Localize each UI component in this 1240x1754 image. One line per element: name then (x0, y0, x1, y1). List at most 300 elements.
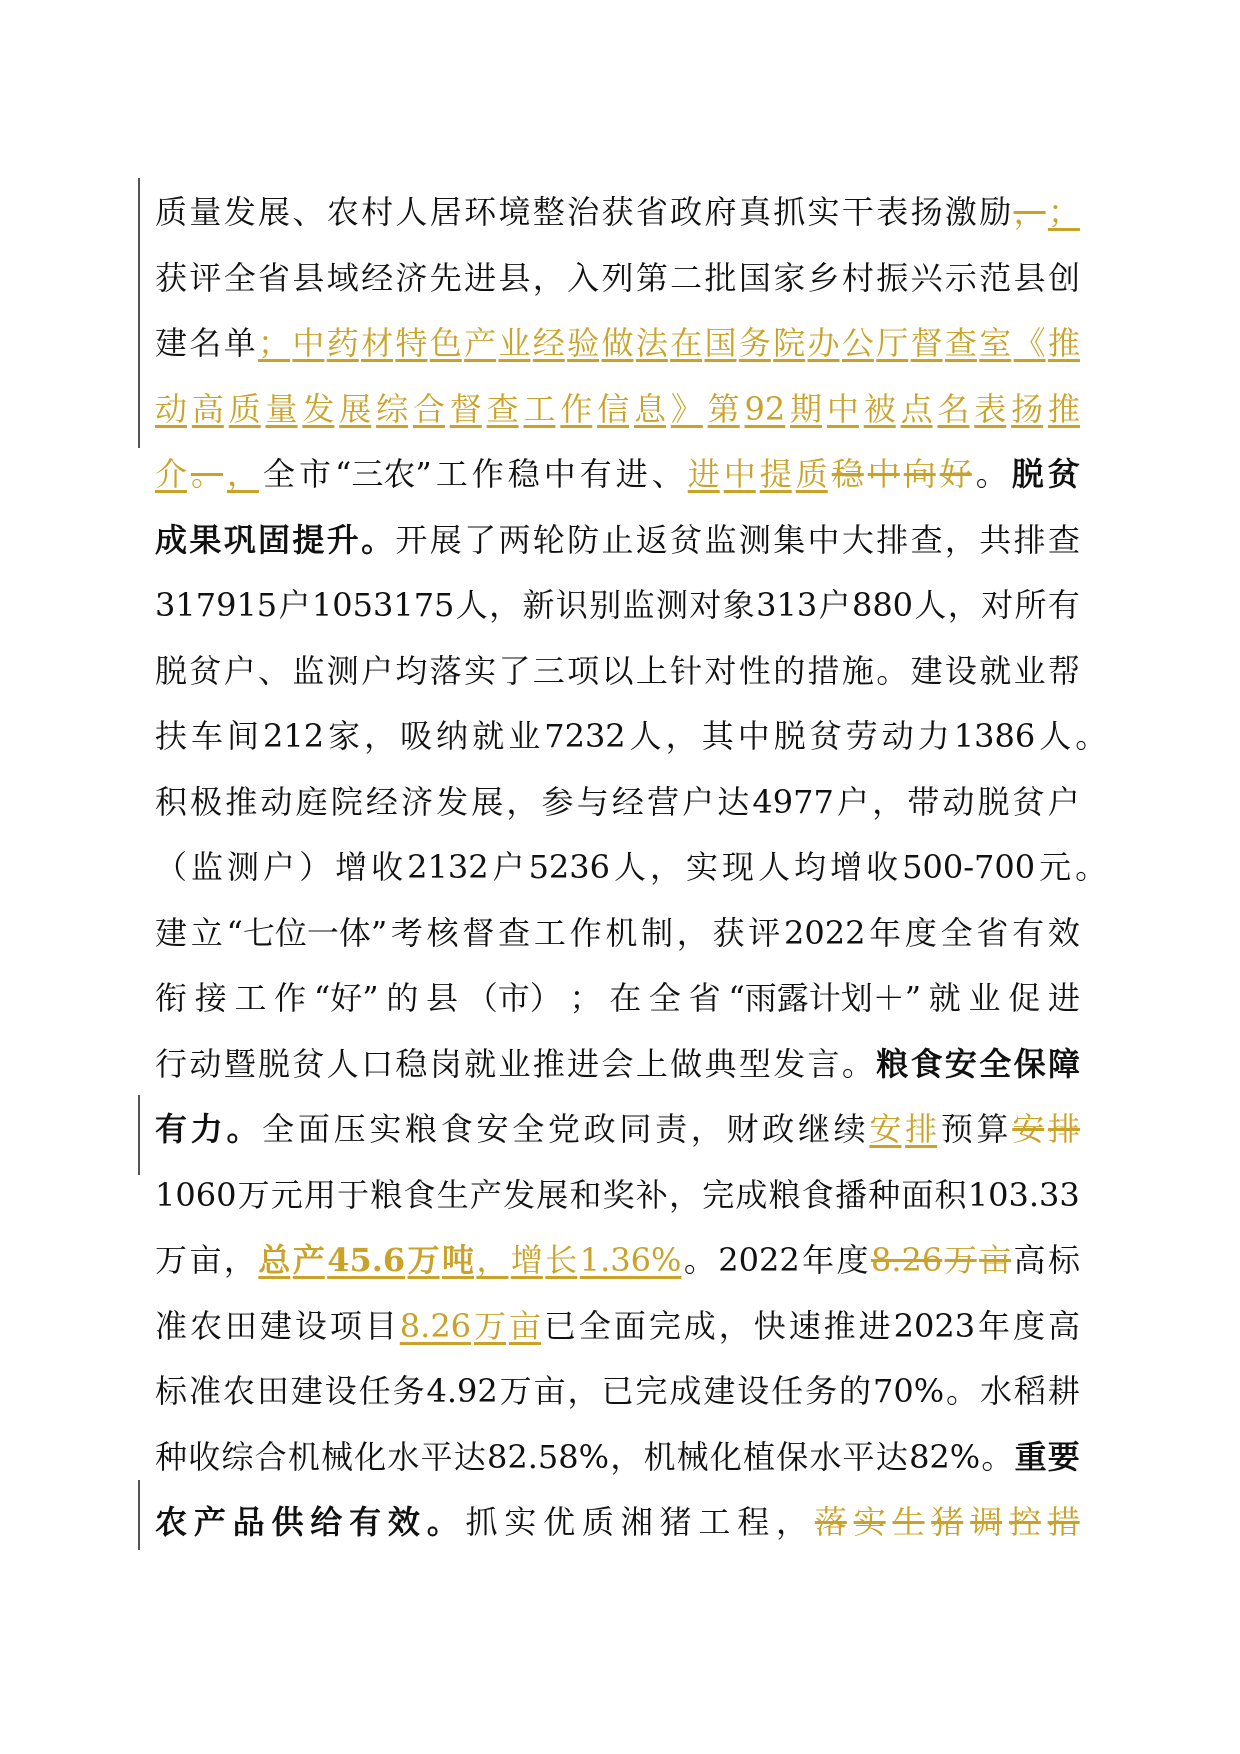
text-run: 户 (361, 651, 394, 690)
text-run: 任 (771, 1372, 804, 1410)
text-run: 全 (512, 1110, 545, 1148)
text-run: （市） (465, 979, 562, 1017)
deleted-text: 安 (1012, 1110, 1045, 1148)
bold-text: 升 (326, 520, 359, 559)
text-run: 第 (635, 258, 668, 297)
deleted-text: 中 (867, 455, 900, 493)
text-run: 合 (254, 1437, 287, 1476)
inserted-text: 扬 (1011, 389, 1044, 428)
text-run: ， (872, 782, 905, 821)
text-run: 监 (191, 848, 224, 886)
text-run: 达 (717, 782, 750, 821)
text-line (155, 442, 1080, 508)
text-run: 济 (395, 258, 428, 297)
text-run: 新 (522, 586, 555, 624)
text-run: 综 (221, 1437, 254, 1476)
text-run: 完 (648, 1306, 681, 1345)
text-run: 于 (337, 1175, 370, 1214)
text-run: 880 (851, 586, 914, 624)
text-run: 103.33 (967, 1175, 1080, 1214)
text-run: 口 (361, 1044, 394, 1083)
text-run: 设 (944, 651, 977, 690)
text-run: 种 (868, 1175, 901, 1214)
text-run: 进 (1047, 979, 1080, 1017)
bold-text: 保 (1013, 1044, 1046, 1083)
text-run: 范 (979, 258, 1012, 297)
text-run: 实 (504, 1503, 537, 1541)
text-run: 作 (569, 913, 602, 952)
inserted-text: 中 (723, 455, 756, 493)
bold-text: 成 (155, 520, 188, 559)
text-run: 动 (942, 782, 975, 821)
inserted-text: 务 (738, 324, 771, 362)
inserted-text: 综 (376, 389, 409, 428)
inserted-text: 验 (567, 324, 600, 362)
text-line (155, 966, 1080, 1032)
inserted-text: 45.6 (327, 1241, 406, 1279)
text-run: 院 (330, 782, 363, 821)
text-run: 三 (532, 651, 565, 690)
bold-text: 效 (387, 1503, 420, 1541)
text-run: 上 (635, 651, 668, 690)
text-run: 上 (635, 1044, 668, 1083)
text-run: 型 (738, 1044, 771, 1083)
text-run: 全 (578, 1306, 611, 1345)
bold-text: 固 (258, 520, 291, 559)
text-run: 促 (1008, 979, 1041, 1017)
text-run: ， (776, 1503, 809, 1541)
text-run: 家 (328, 717, 361, 755)
text-run: 建 (155, 324, 188, 362)
text-run: 全 (940, 913, 973, 952)
deleted-text: 。 (191, 455, 224, 493)
text-run: 县 (1013, 258, 1046, 297)
text-run: 猪 (659, 1503, 692, 1541)
text-run: 查 (498, 913, 531, 952)
inserted-text: 材 (361, 324, 394, 362)
text-run: 。 (946, 1372, 979, 1410)
text-run: 户 (818, 586, 851, 624)
bold-text: 全 (979, 1044, 1012, 1083)
text-run: 机 (287, 1437, 320, 1476)
text-run: 。 (1075, 717, 1108, 755)
inserted-text: 工 (523, 389, 556, 428)
text-run: 先 (429, 258, 462, 297)
deleted-text: 实 (853, 1503, 886, 1541)
text-run: 快 (753, 1306, 786, 1345)
text-run: 县 (292, 258, 325, 297)
text-run: （ (155, 848, 188, 886)
text-run: 动 (260, 782, 293, 821)
inserted-text: 92 (744, 389, 786, 428)
text-run: 准 (188, 1372, 221, 1410)
text-run: 展 (471, 782, 504, 821)
deleted-text: 落 (814, 1503, 847, 1541)
bold-text: 。 (361, 520, 394, 559)
deleted-text: 8.26 (870, 1241, 943, 1279)
text-run: 实 (686, 848, 719, 886)
text-run: 2022 (784, 913, 866, 952)
text-run: 轮 (532, 520, 565, 559)
text-run: 机 (643, 1437, 676, 1476)
text-run: 食 (403, 1175, 436, 1214)
text-run: 财 (726, 1110, 759, 1148)
text-run: 脱 (258, 1044, 291, 1083)
text-run: 开 (395, 520, 428, 559)
text-run: 高 (1013, 1241, 1046, 1279)
deleted-text: 稳 (831, 455, 864, 493)
text-run: 会 (601, 1044, 634, 1083)
text-run: 目 (364, 1306, 397, 1345)
text-run: 播 (834, 1175, 867, 1214)
inserted-text: 万 (407, 1241, 440, 1279)
text-run: 耕 (1047, 1372, 1080, 1410)
text-run: 年 (802, 1241, 835, 1279)
text-run: 激 (944, 193, 977, 231)
text-run: 2132 (407, 848, 489, 886)
text-run: 入 (567, 258, 600, 297)
inserted-text: 《 (1013, 324, 1046, 362)
text-run: 建 (259, 1306, 292, 1345)
text-run: 测 (656, 586, 689, 624)
inserted-text: 提 (759, 455, 792, 493)
bold-text: 巩 (223, 520, 256, 559)
bold-text: 果 (189, 520, 222, 559)
bold-text: 产 (193, 1503, 226, 1541)
text-run: 劳 (845, 717, 878, 755)
text-run: 4.92 (426, 1372, 498, 1410)
bold-text: 供 (271, 1503, 304, 1541)
text-run: 化 (354, 1437, 387, 1476)
text-run: 针 (670, 651, 703, 690)
text-run: 奖 (602, 1175, 635, 1214)
text-run: 家 (773, 258, 806, 297)
text-run: 产 (469, 1175, 502, 1214)
text-run: 止 (601, 520, 634, 559)
text-line (155, 573, 1080, 639)
inserted-text: 展 (339, 389, 372, 428)
inserted-text: 经 (532, 324, 565, 362)
text-run: 稻 (1013, 1372, 1046, 1410)
text-run: 优 (543, 1503, 576, 1541)
text-run: 食 (801, 1175, 834, 1214)
text-line (155, 1163, 1080, 1229)
text-run: 现 (722, 848, 755, 886)
text-run: 获 (712, 913, 745, 952)
text-run: 省 (688, 979, 721, 1017)
deleted-text: 向 (903, 455, 936, 493)
text-run: 水 (387, 1437, 420, 1476)
text-run: 元 (1039, 848, 1072, 886)
text-run: 2023 (893, 1306, 976, 1345)
text-run: 就 (979, 651, 1012, 690)
text-run: 典 (704, 1044, 737, 1083)
revision-change-bar (138, 1480, 140, 1550)
text-run: 中 (737, 717, 770, 755)
text-run: 标 (155, 1372, 188, 1410)
bold-text: 安 (944, 1044, 977, 1083)
text-run: 做 (670, 1044, 703, 1083)
inserted-text: 查 (944, 324, 977, 362)
text-run: 积 (934, 1175, 967, 1214)
text-line (155, 835, 1108, 901)
inserted-text: 推 (1047, 324, 1080, 362)
text-run: 表 (876, 193, 909, 231)
text-run: 象 (722, 586, 755, 624)
inserted-text: 》 (670, 389, 703, 428)
text-run: 就 (472, 717, 505, 755)
bold-text: 食 (910, 1044, 943, 1083)
revision-change-bar (138, 178, 140, 448)
text-run: 户 (278, 586, 311, 624)
inserted-text: 业 (498, 324, 531, 362)
text-run: 二 (670, 258, 703, 297)
text-run: 中 (807, 520, 840, 559)
text-line (155, 901, 1080, 967)
text-line (155, 1032, 1080, 1098)
text-run: 了 (464, 520, 497, 559)
inserted-text: 督 (449, 389, 482, 428)
text-run: ， (718, 1306, 751, 1345)
text-run: 兴 (910, 258, 943, 297)
text-run: 获 (155, 258, 188, 297)
text-run: 已 (601, 1372, 634, 1410)
text-run: 亩 (189, 1241, 222, 1279)
text-run: 其 (701, 717, 734, 755)
text-run: 识 (555, 586, 588, 624)
text-run: 省 (258, 258, 291, 297)
text-run: 进 (464, 258, 497, 297)
text-run: 平 (420, 1437, 453, 1476)
text-run: 湘 (620, 1503, 653, 1541)
text-run: ， (223, 1241, 256, 1279)
deleted-text: 猪 (931, 1503, 964, 1541)
text-line (155, 311, 1080, 377)
text-run: 带 (907, 782, 940, 821)
inserted-text: 推 (1047, 389, 1080, 428)
text-run: 经 (365, 782, 398, 821)
text-run: 成 (735, 1175, 768, 1214)
text-run: 的 (839, 1372, 872, 1410)
text-run: 建 (703, 1372, 736, 1410)
text-run: 责 (655, 1110, 688, 1148)
text-run: 元 (270, 1175, 303, 1214)
inserted-text: 中 (826, 389, 859, 428)
text-run: 庭 (295, 782, 328, 821)
text-run: 推 (532, 1044, 565, 1083)
inserted-text: 8.26 (399, 1306, 472, 1345)
text-run: 振 (876, 258, 909, 297)
text-run: 增 (335, 848, 368, 886)
text-run: 测 (227, 848, 260, 886)
text-run: 同 (619, 1110, 652, 1148)
inserted-text: 进 (687, 455, 720, 493)
text-run: 生 (436, 1175, 469, 1214)
inserted-text: 合 (412, 389, 445, 428)
text-run: 实 (369, 1110, 402, 1148)
text-run: 。 (1075, 848, 1108, 886)
text-run: 贫 (189, 651, 222, 690)
text-run: 暨 (223, 1044, 256, 1083)
bold-text: 要 (1047, 1437, 1080, 1476)
text-run: 脱 (155, 651, 188, 690)
inserted-text: 信 (597, 389, 630, 428)
text-run: 贫 (670, 520, 703, 559)
text-run: 70% (872, 1372, 945, 1410)
text-run: 度 (836, 1241, 869, 1279)
inserted-text: 督 (910, 324, 943, 362)
text-run: “七位一体” (226, 913, 388, 952)
text-run: “好” (313, 979, 379, 1017)
text-run: 市 (299, 455, 332, 493)
text-run: 发 (503, 1175, 536, 1214)
text-run: 户 (1047, 782, 1080, 821)
text-run: 排 (876, 520, 909, 559)
inserted-text: 万 (473, 1306, 506, 1345)
text-run: ， (650, 848, 683, 886)
text-line (155, 180, 1080, 246)
inserted-text: ， (227, 455, 260, 493)
text-run: 获 (601, 193, 634, 231)
inserted-text: 表 (974, 389, 1007, 428)
text-run: 有 (1047, 586, 1080, 624)
text-run: 户 (223, 651, 256, 690)
text-run: 对 (689, 586, 722, 624)
text-run: 种 (155, 1437, 188, 1476)
text-run: ， (690, 1110, 723, 1148)
text-run: 设 (324, 1372, 357, 1410)
text-run: 整 (532, 193, 565, 231)
text-run: 有 (579, 455, 612, 493)
text-run: 收 (371, 848, 404, 886)
inserted-text: 吨 (441, 1241, 474, 1279)
text-run: 收 (188, 1437, 221, 1476)
text-run: ； (569, 979, 602, 1017)
text-run: 查 (910, 520, 943, 559)
deleted-text: 措 (1047, 1503, 1080, 1541)
text-run: 500-700 (902, 848, 1036, 886)
text-run: 考 (390, 913, 423, 952)
text-run: 督 (462, 913, 495, 952)
deleted-text: 生 (892, 1503, 925, 1541)
text-run: 用 (303, 1175, 336, 1214)
text-run: 展 (258, 193, 291, 231)
bold-text: 粮 (876, 1044, 909, 1083)
text-run: 均 (395, 651, 428, 690)
text-run: 年 (978, 1306, 1011, 1345)
text-run: 间 (227, 717, 260, 755)
text-run: 水 (809, 1437, 842, 1476)
text-run: 省 (635, 193, 668, 231)
inserted-text: 色 (429, 324, 462, 362)
text-run: 收 (866, 848, 899, 886)
bold-text: 有 (349, 1503, 382, 1541)
inserted-text: 总 (258, 1241, 291, 1279)
inserted-text: 中 (292, 324, 325, 362)
text-run: 示 (944, 258, 977, 297)
text-run: 82% (909, 1437, 981, 1476)
text-run: 单 (223, 324, 256, 362)
deleted-text: 控 (1008, 1503, 1041, 1541)
text-run: 已 (543, 1306, 576, 1345)
text-run: 人 (629, 717, 662, 755)
text-run: 名 (189, 324, 222, 362)
text-run: 脱 (977, 782, 1010, 821)
bold-text: 。 (226, 1110, 259, 1148)
text-run: 继 (797, 1110, 830, 1148)
text-run: 评 (748, 913, 781, 952)
text-run: 械 (676, 1437, 709, 1476)
text-run: 万 (237, 1175, 270, 1214)
text-run: 、 (651, 455, 684, 493)
text-run: 达 (875, 1437, 908, 1476)
text-run: 户 (836, 782, 869, 821)
inserted-text: 室 (979, 324, 1012, 362)
text-run: 年 (869, 913, 902, 952)
inserted-text: 点 (900, 389, 933, 428)
text-run: 展 (536, 1175, 569, 1214)
text-run: “三农” (335, 455, 432, 493)
text-run: 工 (533, 913, 566, 952)
text-run: 作 (274, 979, 307, 1017)
text-run: 集 (773, 520, 806, 559)
bold-text: 农 (155, 1503, 188, 1541)
text-run: 经 (361, 258, 394, 297)
text-run: 发 (773, 1044, 806, 1083)
inserted-text: 介 (155, 455, 188, 493)
text-run: 农 (189, 1306, 222, 1345)
text-run: 别 (589, 586, 622, 624)
text-run: 人 (455, 586, 488, 624)
text-run: 返 (635, 520, 668, 559)
text-run: 高 (1047, 1306, 1080, 1345)
inserted-text: 在 (670, 324, 703, 362)
bold-text: 障 (1047, 1044, 1080, 1083)
inserted-text: 排 (905, 1110, 938, 1148)
text-run: 均 (794, 848, 827, 886)
text-run: 核 (426, 913, 459, 952)
text-run: 推 (225, 782, 258, 821)
text-run: 成 (669, 1372, 702, 1410)
text-run: 纳 (436, 717, 469, 755)
text-run: 岗 (429, 1044, 462, 1083)
text-run: 面 (297, 1110, 330, 1148)
text-run: 程 (737, 1503, 770, 1541)
text-line (155, 1294, 1080, 1360)
text-run: 人 (326, 1044, 359, 1083)
text-run: 中 (543, 455, 576, 493)
text-run: 接 (194, 979, 227, 1017)
text-run: 任 (358, 1372, 391, 1410)
text-run: 吸 (400, 717, 433, 755)
text-run: 317915 (155, 586, 278, 624)
inserted-text: 做 (601, 324, 634, 362)
inserted-text: 增 (510, 1241, 543, 1279)
text-run: 万 (499, 1372, 532, 1410)
text-run: 和 (569, 1175, 602, 1214)
text-run: 贫 (292, 1044, 325, 1083)
text-run: 实 (807, 193, 840, 231)
text-run: 动 (189, 1044, 222, 1083)
text-run: 监 (292, 651, 325, 690)
text-run: 参 (541, 782, 574, 821)
text-run: 全 (648, 979, 681, 1017)
text-run: 稳 (395, 1044, 428, 1083)
text-run: 亩 (533, 1372, 566, 1410)
inserted-text: 量 (265, 389, 298, 428)
text-line (155, 770, 1080, 836)
text-run: 设 (294, 1306, 327, 1345)
